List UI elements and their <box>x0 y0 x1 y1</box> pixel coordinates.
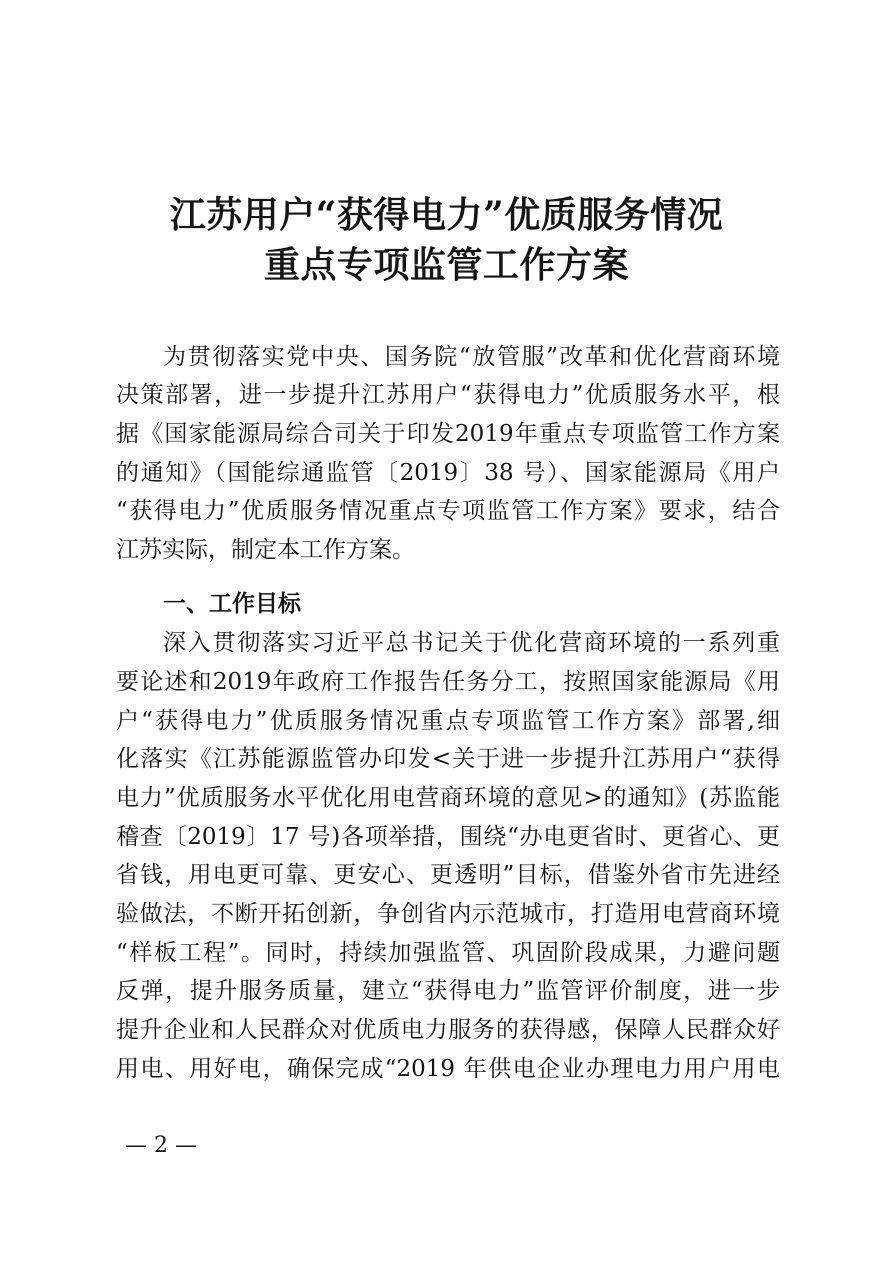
intro-line-3: 据《国家能源局综合司关于印发2019年重点专项监管工作方案 <box>116 421 780 447</box>
section-line-10: 反弹，提升服务质量，建立“获得电力”监管评价制度，进一步 <box>116 978 780 1004</box>
intro-line-5: “获得电力”优质服务情况重点专项监管工作方案》要求，结合 <box>116 498 780 524</box>
page-number: — 2 — <box>125 1133 197 1158</box>
document-title <box>0 190 893 290</box>
section-line-11: 提升企业和人民群众对优质电力服务的获得感，保障人民群众好 <box>116 1017 780 1043</box>
section-line-6: 稽查〔2019〕17 号)各项举措，围绕“办电更省时、更省心、更 <box>116 824 780 850</box>
intro-line-4: 的通知》（国能综通监管〔2019〕38 号）、国家能源局《用户 <box>116 460 780 486</box>
intro-line-6: 江苏实际，制定本工作方案。 <box>116 537 415 563</box>
section-line-5: 电力”优质服务水平优化用电营商环境的意见>的通知》(苏监能 <box>116 785 780 811</box>
section-line-8: 验做法，不断开拓创新，争创省内示范城市，打造用电营商环境 <box>116 901 780 927</box>
section-line-12: 用电、用好电，确保完成“2019 年供电企业办理电力用户用电 <box>116 1056 780 1082</box>
title-line-1: 江苏用户“获得电力”优质服务情况 <box>169 194 724 236</box>
section-line-1: 深入贯彻落实习近平总书记关于优化营商环境的一系列重 <box>163 630 780 656</box>
section-line-2: 要论述和2019年政府工作报告任务分工，按照国家能源局《用 <box>116 669 780 695</box>
intro-line-1: 为贯彻落实党中央、国务院“放管服”改革和优化营商环境 <box>163 344 780 370</box>
section-line-4: 化落实《江苏能源监管办印发<关于进一步提升江苏用户“获得 <box>116 746 780 772</box>
intro-line-2: 决策部署，进一步提升江苏用户“获得电力”优质服务水平，根 <box>116 382 780 408</box>
title-line-2: 重点专项监管工作方案 <box>263 244 629 286</box>
section-line-3: 户“获得电力”优质服务情况重点专项监管工作方案》部署,细 <box>116 708 780 734</box>
section-heading: 一、工作目标 <box>163 591 301 617</box>
section-line-7: 省钱，用电更可靠、更安心、更透明”目标，借鉴外省市先进经 <box>116 862 780 888</box>
section-line-9: “样板工程”。同时，持续加强监管、巩固阶段成果，力避问题 <box>116 940 780 966</box>
